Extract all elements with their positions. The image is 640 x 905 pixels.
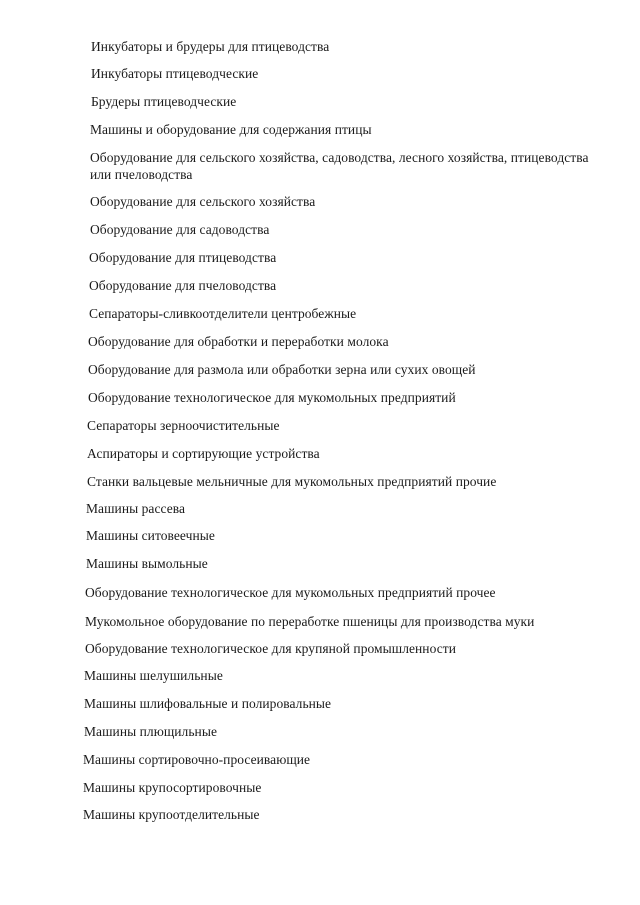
list-item: Оборудование для пчеловодства	[89, 278, 277, 293]
list-item: Машины ситовеечные	[86, 528, 215, 543]
list-item: Оборудование для размола или обработки зерна или сухих овощей	[88, 362, 476, 377]
list-item: Аспираторы и сортирующие устройства	[87, 446, 320, 461]
list-item: Оборудование технологическое для мукомольных предприятий	[88, 390, 456, 405]
list-item: Машины крупоотделительные	[83, 807, 260, 822]
list-item: Машины рассева	[86, 501, 186, 516]
list-item: Оборудование для сельского хозяйства, садоводства, лесного хозяйства, птицеводства или пчеловодства	[90, 150, 589, 182]
list-item: Инкубаторы птицеводческие	[91, 66, 259, 81]
list-item: Станки вальцевые мельничные для мукомольных предприятий прочие	[87, 474, 497, 489]
list-item: Машины сортировочно-просеивающие	[83, 752, 311, 767]
list-item: Оборудование для птицеводства	[89, 250, 277, 265]
list-item: Машины вымольные	[86, 556, 208, 571]
list-item: Машины плющильные	[84, 724, 217, 739]
list-item: Оборудование технологическое для мукомольных предприятий прочее	[85, 585, 496, 600]
list-item: Оборудование для садоводства	[90, 222, 270, 237]
list-item: Мукомольное оборудование по переработке пшеницы для производства муки	[85, 614, 535, 629]
list-item: Оборудование технологическое для крупяной промышленности	[85, 641, 456, 656]
list-item: Машины и оборудование для содержания птицы	[90, 122, 372, 137]
list-item: Сепараторы зерноочистительные	[87, 418, 280, 433]
list-item: Брудеры птицеводческие	[91, 94, 237, 109]
list-item: Машины шлифовальные и полировальные	[84, 696, 332, 711]
list-item: Инкубаторы и брудеры для птицеводства	[91, 39, 330, 54]
list-item: Сепараторы-сливкоотделители центробежные	[89, 306, 357, 321]
list-item: Машины крупосортировочные	[83, 780, 262, 795]
list-item: Оборудование для сельского хозяйства	[90, 194, 316, 209]
list-item: Оборудование для обработки и переработки молока	[88, 334, 389, 349]
list-item: Машины шелушильные	[84, 668, 223, 683]
